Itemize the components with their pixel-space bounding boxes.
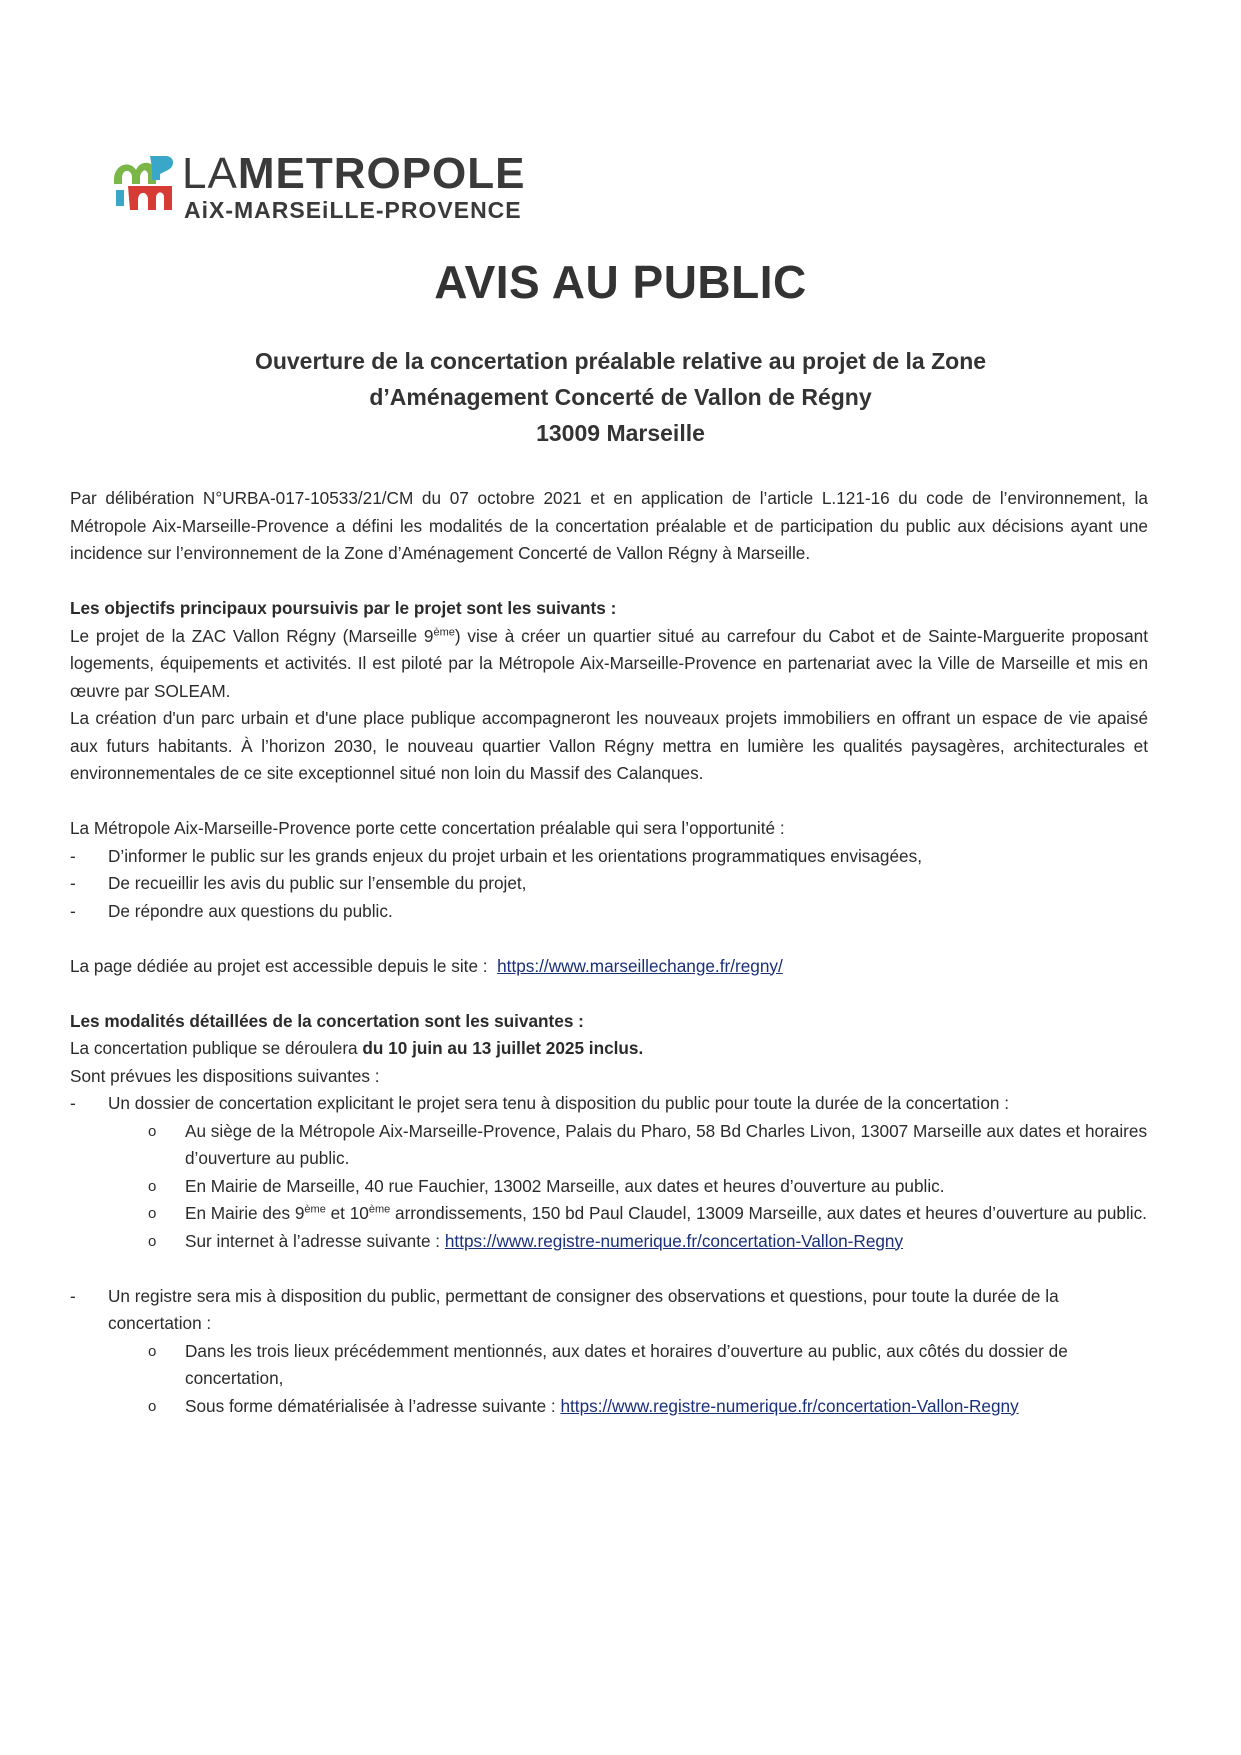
objectives-paragraph-1 — [70, 623, 1148, 706]
registre-link[interactable]: https://www.registre-numerique.fr/concertation-Vallon-Regny — [444, 1230, 904, 1251]
list-item — [70, 843, 1148, 871]
dash-bullet: - — [70, 900, 76, 921]
modalities-heading: Les modalités détaillées de la concertation sont les suivantes : — [70, 1010, 584, 1031]
list-item — [70, 1090, 1148, 1118]
dossier-place-3-a: En Mairie des 9 — [185, 1203, 305, 1223]
superscript: ème — [304, 1203, 326, 1216]
circle-bullet: o — [148, 1397, 157, 1415]
project-page-label: La page dédiée au projet est accessible depuis le site : — [70, 955, 488, 976]
circle-bullet: o — [148, 1205, 157, 1222]
logo-metropole-text: METROPOLE — [237, 149, 526, 198]
subtitle-line-2: d’Aménagement Concerté de Vallon de Régny — [369, 384, 872, 410]
list-item — [70, 1173, 1148, 1201]
dossier-text: Un dossier de concertation explicitant le projet sera tenu à disposition du public pour toute la durée de la concertation : — [108, 1093, 1009, 1113]
dash-bullet: - — [70, 1093, 76, 1113]
circle-bullet: o — [148, 1342, 157, 1360]
logo-wordmark — [182, 149, 526, 198]
objectives-p1-start: Le projet de la ZAC Vallon Régny (Marseille 9 — [70, 625, 434, 646]
list-item — [70, 1228, 1148, 1256]
dossier-place-3-b: et 10 — [325, 1203, 369, 1223]
registre-place-2-label: Sous forme dématérialisée à l’adresse suivante : — [185, 1395, 556, 1416]
dates-lead: La concertation publique se déroulera — [70, 1038, 358, 1058]
dossier-place-1: Au siège de la Métropole Aix-Marseille-Provence, Palais du Pharo, 58 Bd Charles Livon, 13007 Marseille aux dates et horaires d’ouverture au public. — [185, 1120, 1148, 1168]
registre-online-link[interactable]: https://www.registre-numerique.fr/concertation-Vallon-Regny — [560, 1395, 1019, 1416]
circle-bullet: o — [148, 1122, 157, 1140]
project-page-link[interactable]: https://www.marseillechange.fr/regny/ — [497, 955, 783, 976]
superscript: ème — [433, 625, 455, 638]
list-item-text: De répondre aux questions du public. — [108, 900, 393, 921]
metropole-logo — [110, 150, 540, 230]
concertation-dates — [70, 1035, 1148, 1063]
metropole-logo-icon — [110, 150, 178, 218]
registre-place-1: Dans les trois lieux précédemment mentionnés, aux dates et horaires d’ouverture au public, aux côtés du dossier de concertation, — [185, 1340, 1068, 1388]
dossier-place-3-c: arrondissements, 150 bd Paul Claudel, 13009 Marseille, aux dates et heures d’ouverture au public. — [390, 1203, 1147, 1223]
list-item — [70, 1200, 1148, 1228]
project-page-line — [70, 953, 1148, 981]
provisions-lead: Sont prévues les dispositions suivantes : — [70, 1065, 380, 1086]
subtitle-line-3: 13009 Marseille — [536, 420, 705, 446]
logo-subtitle: AiX-MARSEiLLE-PROVENCE — [184, 197, 522, 223]
list-item — [70, 1393, 1148, 1421]
opportunity-lead: La Métropole Aix-Marseille-Provence porte cette concertation préalable qui sera l’opportunité : — [70, 818, 785, 838]
page-title: AVIS AU PUBLIC — [434, 256, 807, 308]
superscript: ème — [368, 1203, 391, 1216]
dash-bullet: - — [70, 845, 76, 866]
circle-bullet: o — [148, 1177, 157, 1195]
dossier-place-2: En Mairie de Marseille, 40 rue Fauchier, 13002 Marseille, aux dates et heures d’ouverture au public. — [185, 1175, 945, 1196]
dash-bullet: - — [70, 1285, 76, 1306]
logo-la-text: LA — [182, 149, 238, 198]
list-item — [70, 898, 1148, 926]
dossier-place-4-label: Sur internet à l’adresse suivante : — [185, 1230, 441, 1251]
page-subtitle — [100, 343, 1141, 451]
circle-bullet: o — [148, 1232, 157, 1250]
objectives-paragraph-2: La création d'un parc urbain et d'une place publique accompagneront les nouveaux projets immobiliers en offrant un espace de vie apaisé aux futurs habitants. À l’horizon 2030, le nouveau quartier Vallon Régny mettra en lumière les qualités paysagères, architecturales et environnementales de ce site exceptionnel situé non loin du Massif des Calanques. — [70, 708, 1148, 783]
list-item-text: De recueillir les avis du public sur l’ensemble du projet, — [108, 873, 527, 893]
subtitle-line-1: Ouverture de la concertation préalable relative au projet de la Zone — [254, 348, 987, 374]
list-item — [70, 870, 1148, 898]
intro-paragraph: Par délibération N°URBA-017-10533/21/CM du 07 octobre 2021 et en application de l’article L.121-16 du code de l’environnement, la Métropole Aix-Marseille-Provence a défini les modalités de la concertation préalable et de participation du public aux décisions ayant une incidence sur l’environnement de la Zone d’Aménagement Concerté de Vallon Régny à Marseille. — [70, 488, 1148, 563]
notice-body — [70, 485, 1148, 1420]
dash-bullet: - — [70, 873, 76, 893]
registre-text: Un registre sera mis à disposition du public, permettant de consigner des observations et questions, pour toute la durée de la concertation : — [108, 1285, 1059, 1333]
list-item — [70, 1118, 1148, 1173]
dates-range: du 10 juin au 13 juillet 2025 inclus. — [362, 1038, 644, 1058]
objectives-heading: Les objectifs principaux poursuivis par le projet sont les suivants : — [70, 598, 617, 618]
objectives-p1-end: ) vise à créer un quartier situé au carrefour du Cabot et de Sainte-Marguerite proposant logements, équipements et activités. Il est piloté par la Métropole Aix-Marseille-Provence en partenariat avec la Ville de Marseille et mis en œuvre par SOLEAM. — [70, 625, 1148, 701]
list-item-text: D’informer le public sur les grands enjeux du projet urbain et les orientations programmatiques envisagées, — [108, 845, 922, 866]
list-item — [70, 1338, 1148, 1393]
list-item — [70, 1283, 1148, 1338]
